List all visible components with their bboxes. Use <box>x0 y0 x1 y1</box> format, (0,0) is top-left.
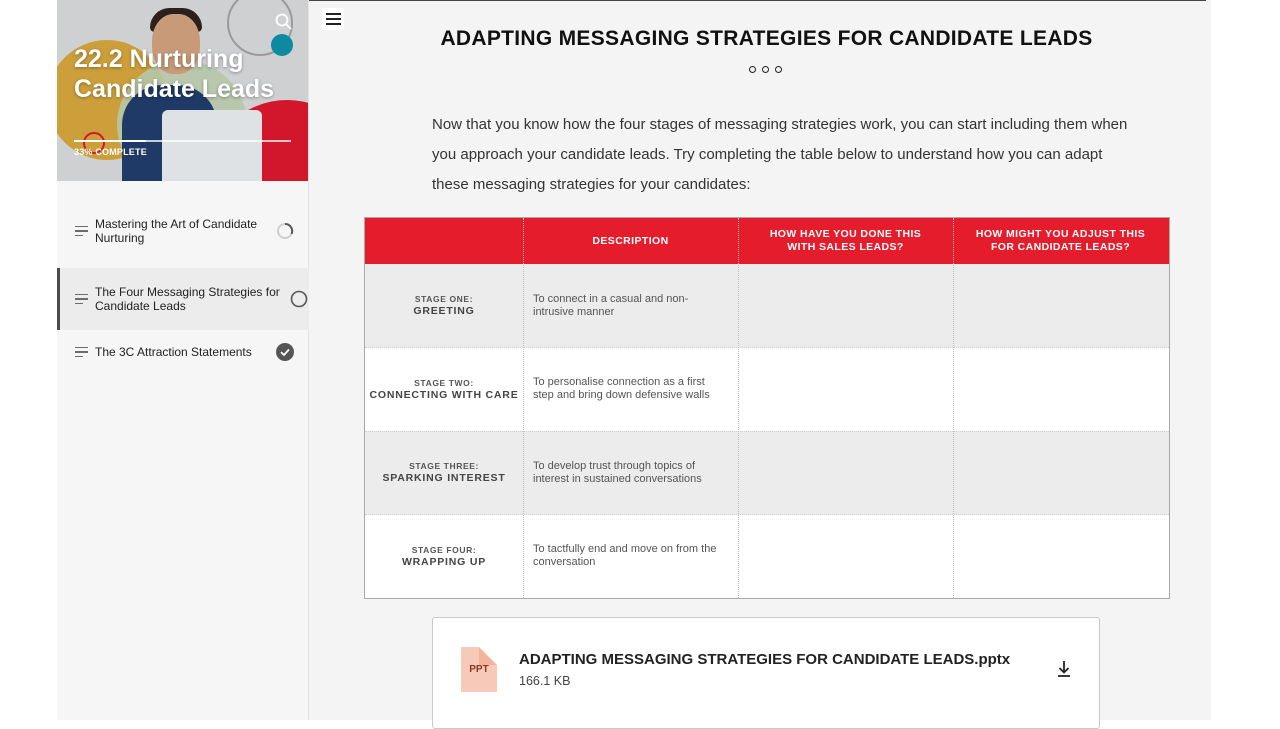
stage-name: WRAPPING UP <box>401 555 487 568</box>
stage-cell <box>365 431 523 515</box>
row-divider <box>365 514 1169 515</box>
table-row <box>365 264 1169 348</box>
top-divider <box>309 0 1206 1</box>
not-started-icon <box>290 290 308 308</box>
stage-description: To tactfully end and move on from the conversation <box>533 543 717 569</box>
laptop-illustration <box>162 110 262 181</box>
stage-number: STAGE FOUR: <box>411 544 477 555</box>
section-heading: ADAPTING MESSAGING STRATEGIES FOR CANDIDATE LEADS <box>440 27 1093 50</box>
stage-description: To develop trust through topics of interest in sustained conversations <box>533 459 702 485</box>
completed-check-icon <box>276 343 294 361</box>
lesson-label: Mastering the Art of Candidate Nurturing <box>95 216 258 245</box>
table-header <box>365 218 1169 264</box>
stage-name: GREETING <box>413 305 475 318</box>
stage-description: To personalise connection as a first step and bring down defensive walls <box>533 376 710 402</box>
messaging-strategies-table <box>364 217 1170 599</box>
lesson-label: The 3C Attraction Statements <box>95 344 252 359</box>
column-divider <box>523 218 524 598</box>
intro-paragraph: Now that you know how the four stages of messaging strategies work, you can start including them when you approach your candidate leads. Try completing the table below to understand how you can adapt these messaging strategies for your candidates: <box>432 116 1128 193</box>
stage-description: To connect in a casual and non-intrusive manner <box>533 292 689 318</box>
lesson-item-mastering[interactable] <box>57 205 308 257</box>
stage-name: CONNECTING WITH CARE <box>369 388 519 401</box>
course-sidebar <box>57 0 309 720</box>
page-margin <box>1211 0 1280 720</box>
stage-number: STAGE TWO: <box>414 377 474 388</box>
column-divider <box>953 218 954 598</box>
row-divider <box>365 347 1169 348</box>
table-header-sales-leads: HOW HAVE YOU DONE THIS WITH SALES LEADS? <box>769 228 922 253</box>
stage-cell <box>365 348 523 432</box>
in-progress-icon <box>276 222 294 240</box>
lesson-list <box>57 205 308 359</box>
stage-number: STAGE THREE: <box>409 461 479 472</box>
column-divider <box>738 218 739 598</box>
file-attachment-card[interactable] <box>432 617 1100 729</box>
stage-cell <box>365 515 523 599</box>
table-header-cell <box>365 218 523 264</box>
ellipsis-divider <box>749 66 782 73</box>
lesson-item-four-messaging-strategies[interactable] <box>57 268 322 330</box>
table-row <box>365 431 1169 515</box>
table-row <box>365 348 1169 432</box>
course-hero-banner <box>57 0 308 181</box>
table-row <box>365 515 1169 599</box>
search-icon[interactable] <box>274 12 294 32</box>
table-header-description: DESCRIPTION <box>592 234 669 247</box>
lesson-item-3c-attraction[interactable] <box>57 332 308 372</box>
lesson-list-icon <box>75 226 88 237</box>
table-header-candidate-leads: HOW MIGHT YOU ADJUST THIS FOR CANDIDATE LEADS? <box>975 228 1146 253</box>
file-size: 166.1 KB <box>519 674 571 688</box>
ppt-file-icon: PPT <box>461 647 497 692</box>
lesson-list-icon <box>75 347 88 358</box>
lesson-content <box>309 0 1211 720</box>
stage-name: SPARKING INTEREST <box>382 472 506 485</box>
course-progress-fill <box>74 140 146 142</box>
lesson-label: The Four Messaging Strategies for Candidate Leads <box>95 284 280 313</box>
course-progress-bar <box>74 140 291 142</box>
lesson-list-icon <box>75 294 88 305</box>
course-progress-text: 33% COMPLETE <box>74 147 147 157</box>
row-divider <box>365 431 1169 432</box>
download-icon[interactable] <box>1053 658 1075 680</box>
stage-cell <box>365 264 523 348</box>
course-title: 22.2 Nurturing Candidate Leads <box>74 45 275 103</box>
stage-number: STAGE ONE: <box>414 294 474 305</box>
file-name: ADAPTING MESSAGING STRATEGIES FOR CANDIDATE LEADS.pptx <box>519 651 1011 668</box>
